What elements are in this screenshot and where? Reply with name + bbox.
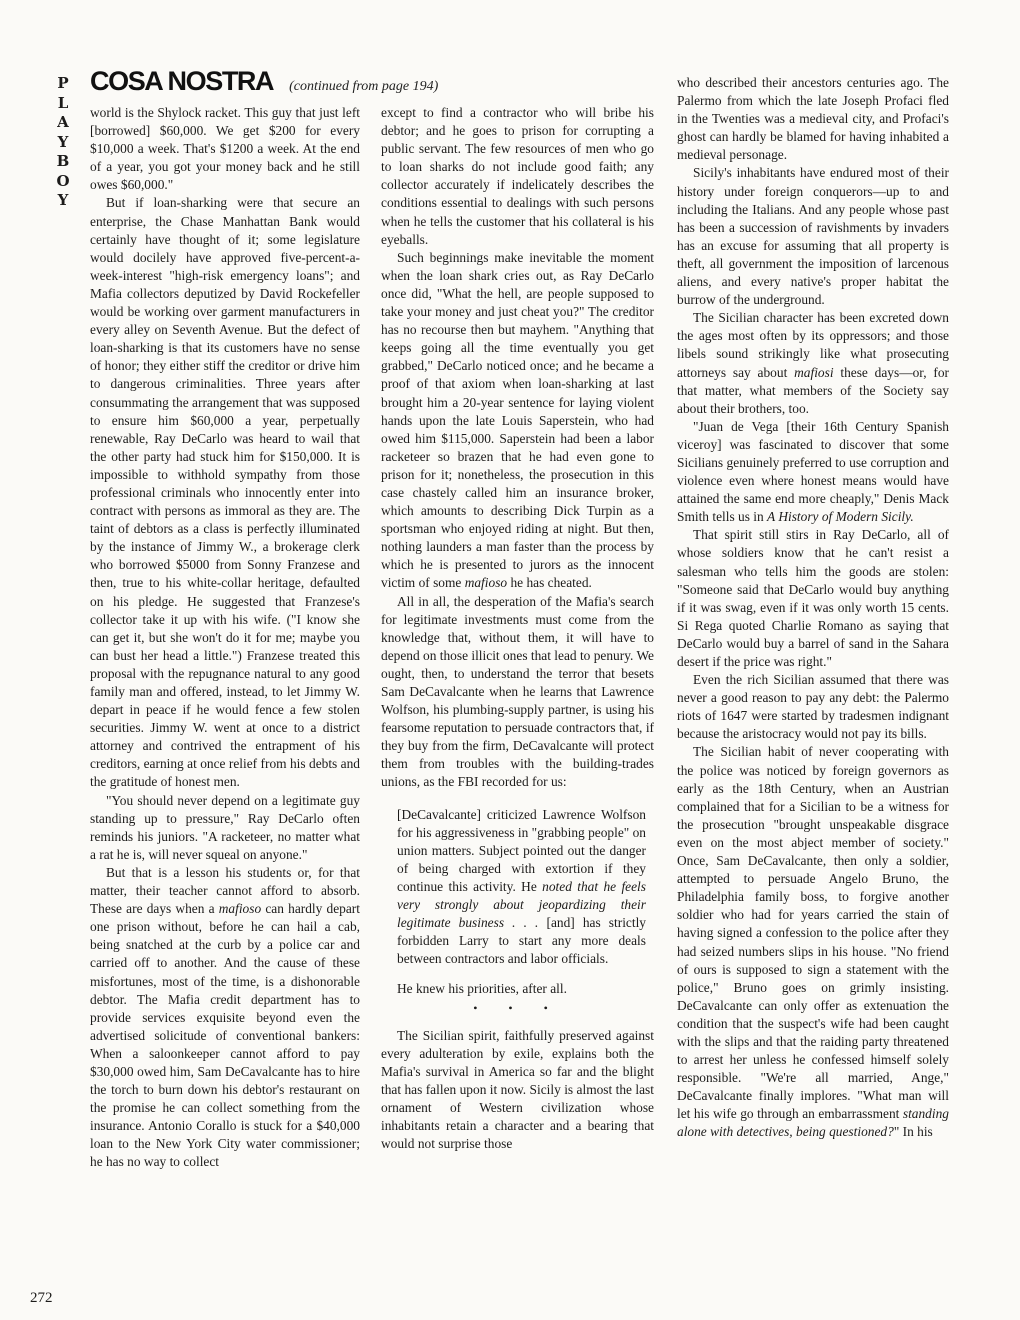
magazine-vertical-name — [52, 74, 74, 211]
masthead-letter: B — [56, 152, 70, 170]
masthead-letter: Y — [57, 191, 69, 209]
page-number: 272 — [30, 1290, 53, 1306]
masthead-letter: A — [57, 113, 69, 131]
italic-text: mafiosi — [794, 364, 834, 380]
paragraph: who described their ancestors centuries ago. The Palermo from which the late Joseph Profaci fled in the Twenties was a medieval city, and Profaci's ghost can hardly be blamed for having inhabited a medieval personage. — [677, 75, 949, 163]
paragraph — [90, 864, 360, 1172]
column-1 — [90, 104, 360, 1314]
italic-text: noted that he feels very strongly about jeopardizing their legitimate business . . . — [397, 878, 646, 931]
section-break-dots: • • • — [473, 1000, 562, 1015]
masthead-letter: Y — [57, 132, 69, 151]
text-run: But that is a lesson his students or, for that matter, their teacher cannot afford to absorb. These are days when a — [90, 864, 360, 917]
paragraph: That spirit still stirs in Ray DeCarlo, all of whose soldiers know that he can't resist a salesman who tells him the goods are stolen: "Someone said that DeCarlo would buy anything if it was swag, even if it was only worth 15 cents. Si Rega quoted Charlie Romano as saying that DeCarlo would buy a barrel of sand in the Sahara desert if the price was right." — [677, 527, 949, 669]
text-run: can hardly depart one prison without, before he can hail a cab, being snatched at the curb by a police car and carried off to another. And the cause of these misfortunes, most of the time, is a dishonorable debtor. The Mafia credit department has to provide services exquisite beyond even the advertised solicitude of conventional bankers: When a saloonkeeper cannot afford to pay $30,000 owed him, Sam DeCavalcante has to hire the torch to burn down his debtor's restaurant on the promise he can collect something from the insurance. Antonio Corallo is stuck for a $40,000 loan to the New York City water commissioner; he has no way to collect — [90, 901, 360, 1170]
paragraph — [677, 309, 949, 418]
text-run: these days—or, for that matter, what members of the Society say about their brothers, too. — [677, 364, 949, 416]
text-run: The Sicilian character has been excreted down the ages most often by its oppressors; and those libels sound strikingly like what prosecuting attorneys say about — [677, 310, 949, 380]
masthead-letter: L — [57, 93, 69, 112]
text-run: he has cheated. — [507, 575, 592, 591]
column-2 — [381, 104, 654, 1314]
paragraph: world is the Shylock racket. This guy that just left [borrowed] $60,000. We get $200 for every $10,000 a week. That's $1200 a week. At the end of a year, you got your money back and he still owes $60,000." — [90, 105, 360, 193]
paragraph — [677, 743, 949, 1141]
article-title: COSA NOSTRA — [90, 66, 274, 96]
text-run: [and] has strictly forbidden Larry to start any more deals between contractors and labor officials. — [397, 915, 646, 967]
paragraph — [677, 418, 949, 527]
paragraph: But if loan-sharking were that secure an enterprise, the Chase Manhattan Bank would certainly have thought of it; some legislature would docilely have approved five-percent-a-week-interest "high-risk emergency loans"; and Mafia collectors deputized by David Rockefeller would be working over garment manufacturers in every alley on Seventh Avenue. But the defect of loan-sharking is that its customers have no sense of honor; they either stiff the creditor or drive him to dangerous criminalities. Three years after consummating the arrangement that was supposed to ensure him $60,000 a year, perpetually renewable, Ray DeCarlo was heard to wail that the other party had stuck him for $150,000. It is impossible to withhold sympathy from those professional criminals who innocently enter into contract with persons as immoral as they are. The taint of debtors as a class is perfectly illuminated by the instance of Jimmy W., a brokerage clerk who borrowed $5000 from Sonny Franzese and then, true to his white-collar heritage, defaulted on his pledge. He suggested that Franzese's collector take it up with his wife. ("I know she can get it, but she won't do it for me; maybe you can bust her head a little.") Franzese treated this proposal with the repugnance natural to any good family man and offered, instead, to let Jimmy W. depart in peace if he would fence a few stolen securities. Jimmy W. went at once to a district attorney and contrived the entrapment of his creditors, earning at once relief from his debts and the gratitude of honest men. — [90, 195, 360, 790]
masthead-letter: O — [56, 171, 70, 190]
text-run: "Juan de Vega [their 16th Century Spanish viceroy] was fascinated to discover that some Sicilians genuinely preferred to use corruption and violence even where honest means would have attained the same end more cheaply," Denis Mack Smith tells us in — [677, 418, 949, 525]
italic-text: A History of Modern Sicily. — [767, 509, 914, 525]
paragraph: Sicily's inhabitants have endured most of their history under foreign conquerors—up to and including the Italians. And any people whose past has been a succession of ravishments by invaders has an excuse for assuming that all property is theft, all government the imposition of larcenous aliens, and every native's proper habitat the burrow of the underground. — [677, 165, 949, 308]
italic-text: mafioso — [218, 901, 262, 917]
article-header — [90, 66, 438, 97]
text-run: The Sicilian habit of never cooperating with the police was noticed by foreign governors as early as the 18th Century, when an Austrian complained that for a Sicilian to be a witness for the prosecution "brought unspeakable disgrace even on the most abject member of society." Once, Sam DeCavalcante, then only a soldier, attempted to persuade Angelo Bruno, the Philadelphia family boss, to forgive another soldier who had for years carried the stain of having signed a confession to the police after they had seized numbers slips in his house. "No friend of ours is supposed to sign a statement with the police," Bruno goes on grimly insisting. DeCavalcante can only offer as extenuation the condition that the suspect's wife had been caught with the slips and that the raiding party threatened to arrest her unless he confessed himself solely responsible. "We're all married, Ange," DeCavalcante finally implores. "What man will let his wife go through an embarrassment — [677, 744, 949, 1122]
paragraph: He knew his priorities, after all. — [397, 981, 567, 997]
text-run: " In his — [893, 1124, 933, 1140]
paragraph — [381, 249, 654, 593]
paragraph: All in all, the desperation of the Mafia's search for legitimate investments must come from the knowledge that, without them, it will have to depend on those illicit ones that lead to penury. We ought, then, to understand the terror that besets Sam DeCavalcante when he learns that Lawrence Wolfson, his plumbing-supply partner, is using his fearsome reputation to persuade contractors that, if they buy from the firm, DeCavalcante will protect them from troubles with the building-trades unions, as the FBI recorded for us: — [381, 593, 654, 790]
text-run: [DeCavalcante] criticized Lawrence Wolfson for his aggressiveness in "grabbing people" on union matters. Subject pointed out the danger of being charged with extortion if they continue this activity. He — [397, 806, 646, 894]
quote-paragraph — [397, 806, 646, 969]
paragraph: "You should never depend on a legitimate guy standing up to pressure," Ray DeCarlo often reminds his juniors. "A racketeer, no matter what a rat he is, will never squeal on anyone." — [90, 792, 360, 862]
paragraph: Even the rich Sicilian assumed that there was never a good reason to pay any debt: the Palermo riots of 1647 were started by tradesmen indignant because the aristocracy would not pay its bills. — [677, 672, 949, 742]
italic-text: standing alone with detectives, being questioned? — [677, 1106, 949, 1140]
continued-note: (continued from page 194) — [289, 79, 439, 94]
italic-text: mafioso — [464, 575, 508, 591]
masthead-letter: P — [57, 74, 69, 92]
paragraph: except to find a contractor who will bribe his debtor; and he goes to prison for corrupting a public servant. The few resources of men who go to loan sharks do not include good faith; any collector accurately if indelicately describes the conditions essential to dealings with such persons when he tells the customer that his collateral is his eyeballs. — [381, 105, 654, 247]
block-quote — [397, 806, 646, 969]
column-3 — [677, 74, 949, 1314]
text-run: Such beginnings make inevitable the moment when the loan shark cries out, as Ray DeCarlo once did, "What the hell, are people supposed to take your money and just cheat you?" The creditor has no recourse then but mayhem. "Anything that keeps going all the time eventually you get grabbed," DeCarlo noticed once; and he became a proof of that axiom when loan-sharking at last brought him a 20-year sentence for laying violent hands upon the late Louis Saperstein, who had owed him $115,000. Saperstein had been a labor racketeer so brazen that he had even gone to prison for it; nonetheless, the prosecution in this case chastely called him an insurance broker, which amounts to describing Dick Turpin as a sportsman who enjoyed riding at night. But then, nothing launders a man faster than the process by which he is presented to jurors as the innocent victim of some — [381, 249, 654, 591]
paragraph: The Sicilian spirit, faithfully preserved against every adulteration by exile, explains both the Mafia's survival in America so far and the blight that has fallen upon it now. Sicily is almost the last ornament of Western civilization whose inhabitants retain a character and a bearing that would not surprise those — [381, 1027, 654, 1152]
